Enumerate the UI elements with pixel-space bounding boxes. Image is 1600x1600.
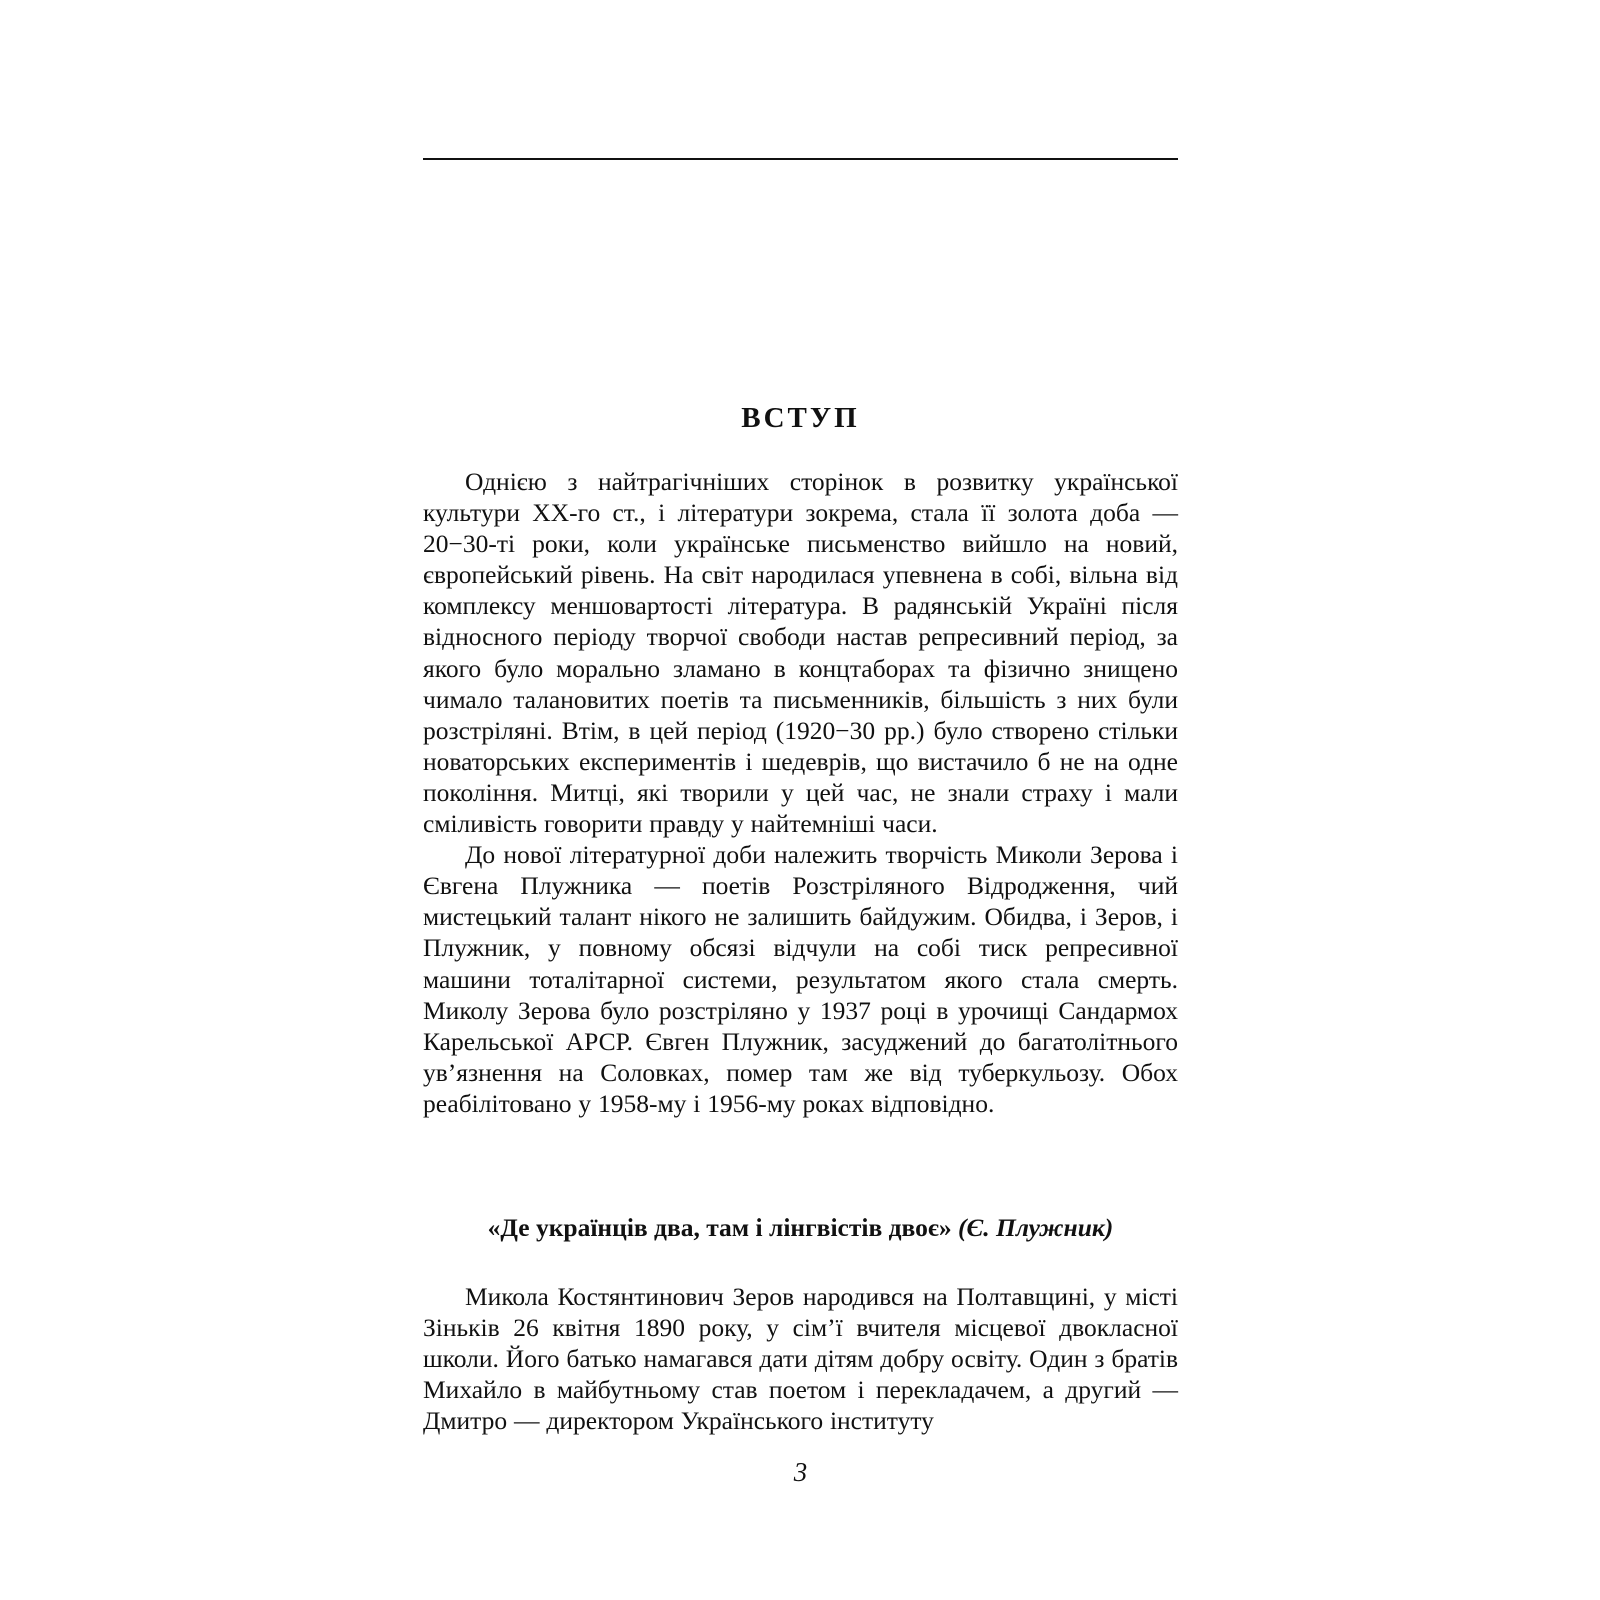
bio-text [423,1281,1178,1436]
header-rule [423,158,1178,160]
intro-paragraph-2: До нової літературної доби належить творчість Миколи Зерова і Євгена Плужника — поетів Розстріляного Відродження, чий мистецький талант нікого не залишить байдужим. Обидва, і Зеров, і Плужник, у повному обсязі відчули на собі тиск репресивної машини тоталітарної системи, результатом якого стала смерть. Миколу Зерова було розстріляно у 1937 році в урочищі Сандармох Карельської АРСР. Євген Плужник, засуджений до багатолітнього ув’язнення на Соловках, помер там же від туберкульозу. Обох реабілітовано у 1958-му і 1956-му роках відповідно. [423,840,1178,1118]
bio-paragraph: Микола Костянтинович Зеров народився на Полтавщині, у місті Зіньків 26 квітня 1890 року, у сім’ї вчителя місцевої двокласної школи. Його батько намагався дати дітям добру освіту. Один з братів Михайло в майбутньому став поетом і перекладачем, а другий — Дмитро — директором Українського інституту [423,1282,1178,1436]
intro-text [423,466,1178,1119]
intro-paragraph-1: Однією з найтрагічніших сторінок в розвитку української культури XX-го ст., і літератури зокрема, стала її золота доба — 20−30-ті роки, коли українське письменство вийшло на новий, європейський рівень. На світ народилася упевнена в собі, вільна від комплексу меншовартості література. В радянській Україні після відносного періоду творчої свободи настав репресивний період, за якого було морально зламано в концтаборах та фізично знищено чимало талановитих поетів та письменників, більшість з них були розстріляні. Втім, в цей період (1920−30 рр.) було створено стільки новаторських експериментів і шедеврів, що вистачило б не на одне покоління. Митці, які творили у цей час, не знали страху і мали сміливість говорити правду у найтемніші часи. [423,467,1178,839]
page-number: 3 [793,1457,808,1487]
section-heading-quote: «Де українців два, там і лінгвістів двоє» [487,1213,952,1242]
section-heading [423,1212,1178,1244]
section-heading-author: (Є. Плужник) [958,1213,1114,1242]
page-title: ВСТУП [741,402,860,434]
